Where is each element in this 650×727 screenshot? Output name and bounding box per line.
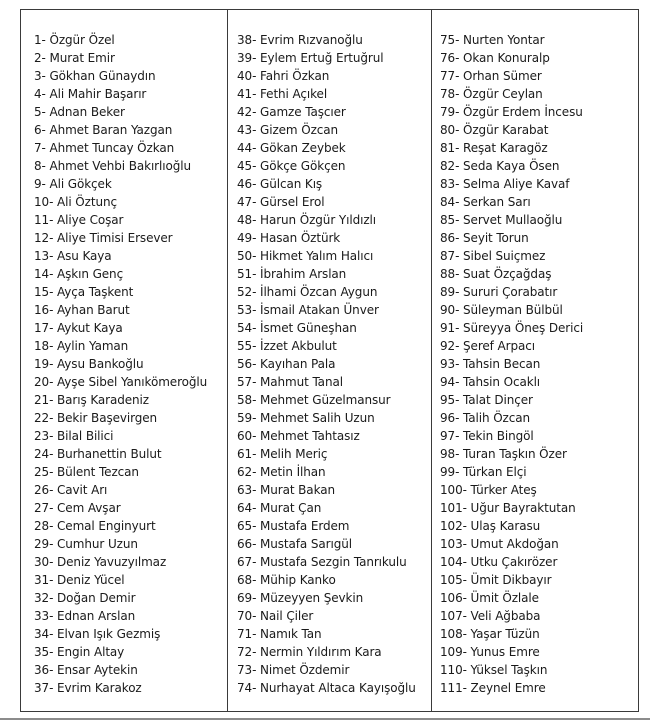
list-item: 41- Fethi Açıkel [237, 87, 328, 101]
list-item: 6- Ahmet Baran Yazgan [34, 123, 173, 137]
list-item: 92- Şeref Arpacı [440, 339, 535, 353]
list-item: 60- Mehmet Tahtasız [237, 429, 360, 443]
list-item: 10- Ali Öztunç [34, 195, 117, 209]
list-item: 65- Mustafa Erdem [237, 519, 350, 533]
list-item: 40- Fahri Özkan [237, 69, 330, 83]
list-item: 88- Suat Özçağdaş [440, 267, 552, 281]
list-item: 14- Aşkın Genç [34, 267, 124, 281]
list-item: 62- Metin İlhan [237, 465, 326, 479]
list-item: 5- Adnan Beker [34, 105, 125, 119]
list-item: 42- Gamze Taşcıer [237, 105, 346, 119]
list-column-1 [21, 10, 227, 711]
list-item: 4- Ali Mahir Başarır [34, 87, 147, 101]
list-item: 49- Hasan Öztürk [237, 231, 341, 245]
list-item: 46- Gülcan Kış [237, 177, 323, 191]
list-item: 100- Türker Ateş [440, 483, 537, 497]
list-item: 7- Ahmet Tuncay Özkan [34, 141, 175, 155]
list-item: 16- Ayhan Barut [34, 303, 130, 317]
list-item: 77- Orhan Sümer [440, 69, 542, 83]
list-item: 18- Aylin Yaman [34, 339, 129, 353]
list-item: 26- Cavit Arı [34, 483, 108, 497]
list-item: 106- Ümit Özlale [440, 591, 539, 605]
list-item: 61- Melih Meriç [237, 447, 328, 461]
list-item: 73- Nimet Özdemir [237, 663, 350, 677]
list-item: 101- Uğur Bayraktutan [440, 501, 576, 515]
list-item: 32- Doğan Demir [34, 591, 136, 605]
list-item: 57- Mahmut Tanal [237, 375, 343, 389]
list-item: 8- Ahmet Vehbi Bakırlıoğlu [34, 159, 191, 173]
list-item: 25- Bülent Tezcan [34, 465, 139, 479]
list-item: 15- Ayça Taşkent [34, 285, 134, 299]
list-item: 107- Veli Ağbaba [440, 609, 541, 623]
list-item: 72- Nermin Yıldırım Kara [237, 645, 382, 659]
list-item: 35- Engin Altay [34, 645, 125, 659]
list-item: 31- Deniz Yücel [34, 573, 125, 587]
list-item: 54- İsmet Güneşhan [237, 321, 357, 335]
list-item: 68- Mühip Kanko [237, 573, 336, 587]
list-item: 64- Murat Çan [237, 501, 322, 515]
list-item: 59- Mehmet Salih Uzun [237, 411, 375, 425]
list-item: 83- Selma Aliye Kavaf [440, 177, 570, 191]
list-item: 56- Kayıhan Pala [237, 357, 336, 371]
list-item: 98- Turan Taşkın Özer [440, 447, 567, 461]
list-item: 45- Gökçe Gökçen [237, 159, 346, 173]
list-item: 20- Ayşe Sibel Yanıkömeroğlu [34, 375, 208, 389]
list-item: 89- Sururi Çorabatır [440, 285, 558, 299]
list-item: 111- Zeynel Emre [440, 681, 546, 695]
list-item: 17- Aykut Kaya [34, 321, 123, 335]
list-item: 37- Evrim Karakoz [34, 681, 142, 695]
list-item: 86- Seyit Torun [440, 231, 529, 245]
list-item: 24- Burhanettin Bulut [34, 447, 162, 461]
list-item: 93- Tahsin Becan [440, 357, 541, 371]
list-item: 84- Serkan Sarı [440, 195, 531, 209]
list-item: 74- Nurhayat Altaca Kayışoğlu [237, 681, 416, 695]
name-list-table [20, 9, 639, 712]
list-item: 91- Süreyya Öneş Derici [440, 321, 584, 335]
list-item: 110- Yüksel Taşkın [440, 663, 548, 677]
list-item: 39- Eylem Ertuğ Ertuğrul [237, 51, 384, 65]
list-item: 53- İsmail Atakan Ünver [237, 303, 379, 317]
list-item: 76- Okan Konuralp [440, 51, 550, 65]
list-item: 51- İbrahim Arslan [237, 267, 347, 281]
list-item: 48- Harun Özgür Yıldızlı [237, 213, 376, 227]
list-item: 79- Özgür Erdem İncesu [440, 105, 583, 119]
list-item: 90- Süleyman Bülbül [440, 303, 563, 317]
list-item: 34- Elvan Işık Gezmiş [34, 627, 161, 641]
list-item: 108- Yaşar Tüzün [440, 627, 540, 641]
list-item: 27- Cem Avşar [34, 501, 121, 515]
list-item: 52- İlhami Özcan Aygun [237, 285, 378, 299]
list-item: 96- Talih Özcan [440, 411, 531, 425]
list-item: 43- Gizem Özcan [237, 123, 339, 137]
list-item: 69- Müzeyyen Şevkin [237, 591, 364, 605]
list-item: 99- Türkan Elçi [440, 465, 527, 479]
list-item: 109- Yunus Emre [440, 645, 540, 659]
list-item: 1- Özgür Özel [34, 33, 115, 47]
list-column-3 [431, 10, 638, 711]
list-item: 66- Mustafa Sarıgül [237, 537, 352, 551]
list-item: 13- Asu Kaya [34, 249, 112, 263]
list-column-2 [227, 10, 431, 711]
list-item: 21- Barış Karadeniz [34, 393, 149, 407]
list-item: 58- Mehmet Güzelmansur [237, 393, 391, 407]
list-item: 63- Murat Bakan [237, 483, 335, 497]
list-item: 95- Talat Dinçer [440, 393, 533, 407]
list-item: 28- Cemal Enginyurt [34, 519, 156, 533]
bottom-divider [0, 718, 650, 720]
list-item: 102- Ulaş Karasu [440, 519, 541, 533]
list-item: 33- Ednan Arslan [34, 609, 136, 623]
list-item: 87- Sibel Suiçmez [440, 249, 546, 263]
list-item: 9- Ali Gökçek [34, 177, 112, 191]
list-item: 82- Seda Kaya Ösen [440, 159, 560, 173]
list-item: 80- Özgür Karabat [440, 123, 549, 137]
list-item: 30- Deniz Yavuzyılmaz [34, 555, 167, 569]
list-item: 36- Ensar Aytekin [34, 663, 138, 677]
list-item: 19- Aysu Bankoğlu [34, 357, 144, 371]
list-item: 70- Nail Çiler [237, 609, 314, 623]
list-item: 38- Evrim Rızvanoğlu [237, 33, 363, 47]
list-item: 3- Gökhan Günaydın [34, 69, 156, 83]
list-item: 78- Özgür Ceylan [440, 87, 543, 101]
list-item: 85- Servet Mullaoğlu [440, 213, 563, 227]
list-item: 22- Bekir Başevirgen [34, 411, 158, 425]
list-item: 29- Cumhur Uzun [34, 537, 138, 551]
list-item: 94- Tahsin Ocaklı [440, 375, 541, 389]
list-item: 103- Umut Akdoğan [440, 537, 559, 551]
list-item: 23- Bilal Bilici [34, 429, 114, 443]
list-item: 105- Ümit Dikbayır [440, 573, 552, 587]
list-item: 50- Hikmet Yalım Halıcı [237, 249, 374, 263]
list-item: 81- Reşat Karagöz [440, 141, 548, 155]
list-item: 11- Aliye Coşar [34, 213, 124, 227]
list-item: 2- Murat Emir [34, 51, 115, 65]
list-item: 67- Mustafa Sezgin Tanrıkulu [237, 555, 407, 569]
list-item: 97- Tekin Bingöl [440, 429, 534, 443]
list-item: 12- Aliye Timisi Ersever [34, 231, 173, 245]
list-item: 71- Namık Tan [237, 627, 322, 641]
list-item: 55- İzzet Akbulut [237, 339, 337, 353]
list-item: 104- Utku Çakırözer [440, 555, 558, 569]
list-item: 47- Gürsel Erol [237, 195, 325, 209]
list-item: 75- Nurten Yontar [440, 33, 545, 47]
list-item: 44- Gökan Zeybek [237, 141, 346, 155]
